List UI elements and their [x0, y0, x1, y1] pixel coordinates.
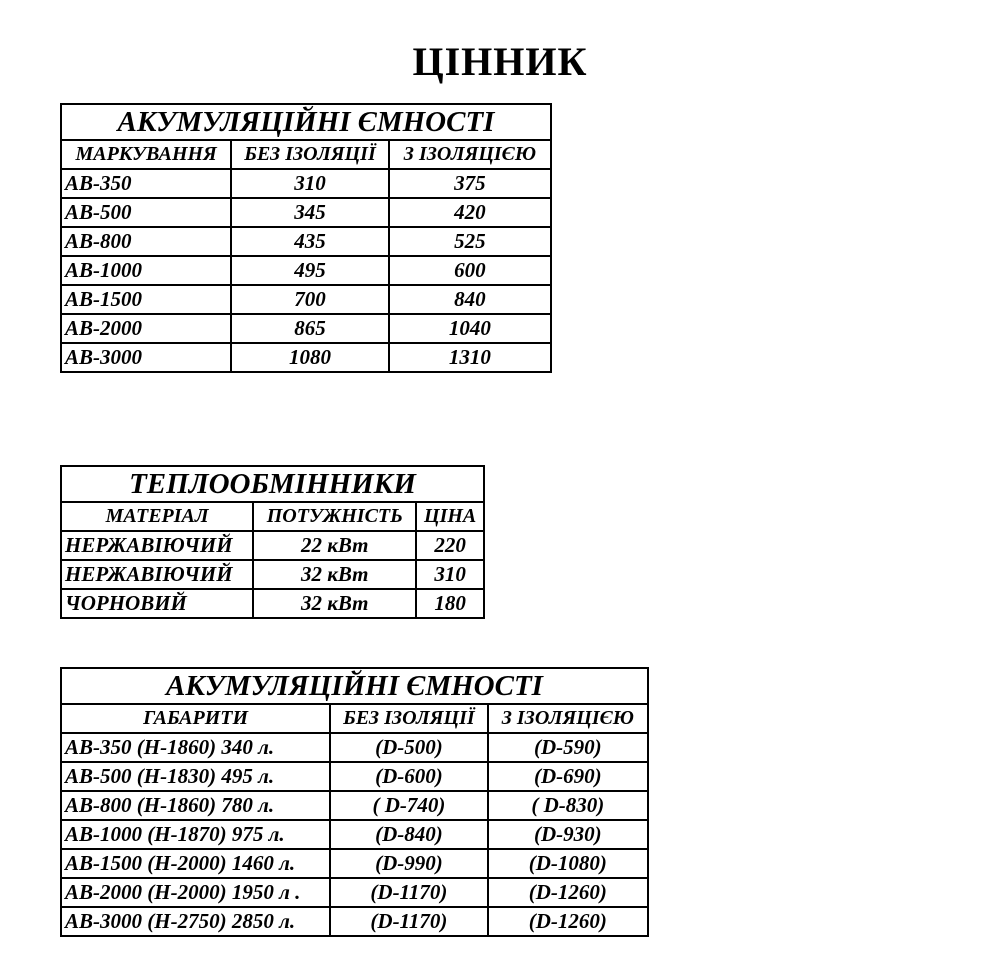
diameter-no-insulation: (D-500): [330, 733, 487, 762]
price-with-insulation: 525: [389, 227, 551, 256]
table-row: [61, 531, 484, 560]
price-with-insulation: 420: [389, 198, 551, 227]
table-row: [61, 849, 648, 878]
dimensions-table-caption: АКУМУЛЯЦІЙНІ ЄМНОСТІ: [61, 668, 648, 704]
price-with-insulation: 840: [389, 285, 551, 314]
price-with-insulation: 600: [389, 256, 551, 285]
power: 32 кВт: [253, 560, 416, 589]
table-row: [61, 343, 551, 372]
table-row: [61, 791, 648, 820]
diameter-no-insulation: ( D-740): [330, 791, 487, 820]
column-header: МАРКУВАННЯ: [61, 140, 231, 169]
power: 22 кВт: [253, 531, 416, 560]
diameter-with-insulation: (D-590): [488, 733, 648, 762]
price-no-insulation: 345: [231, 198, 388, 227]
price-with-insulation: 1040: [389, 314, 551, 343]
table-row: [61, 198, 551, 227]
material: НЕРЖАВІЮЧИЙ: [61, 531, 253, 560]
table-row: [61, 589, 484, 618]
table-row: [61, 314, 551, 343]
price-no-insulation: 310: [231, 169, 388, 198]
diameter-with-insulation: (D-1260): [488, 907, 648, 936]
tank-model: АВ-3000: [61, 343, 231, 372]
table-row: [61, 285, 551, 314]
table-row: [61, 907, 648, 936]
column-header: З ІЗОЛЯЦІЄЮ: [389, 140, 551, 169]
tank-dimensions: АВ-3000 (Н-2750) 2850 л.: [61, 907, 330, 936]
table-row: [61, 560, 484, 589]
diameter-no-insulation: (D-840): [330, 820, 487, 849]
tank-dimensions: АВ-1000 (Н-1870) 975 л.: [61, 820, 330, 849]
diameter-with-insulation: (D-930): [488, 820, 648, 849]
price: 310: [416, 560, 484, 589]
price-no-insulation: 495: [231, 256, 388, 285]
page-title: ЦІННИК: [412, 39, 588, 84]
material: ЧОРНОВИЙ: [61, 589, 253, 618]
tank-model: АВ-1500: [61, 285, 231, 314]
power: 32 кВт: [253, 589, 416, 618]
column-header: ГАБАРИТИ: [61, 704, 330, 733]
tanks-dimensions-table: [60, 667, 649, 937]
tank-dimensions: АВ-2000 (Н-2000) 1950 л .: [61, 878, 330, 907]
exchangers-table-caption: ТЕПЛООБМІННИКИ: [61, 466, 484, 502]
column-header: БЕЗ ІЗОЛЯЦІЇ: [330, 704, 487, 733]
table-row: [61, 878, 648, 907]
tank-dimensions: АВ-800 (Н-1860) 780 л.: [61, 791, 330, 820]
column-header: ПОТУЖНІСТЬ: [253, 502, 416, 531]
diameter-no-insulation: (D-1170): [330, 878, 487, 907]
tanks-price-table: [60, 103, 552, 373]
column-header: МАТЕРІАЛ: [61, 502, 253, 531]
column-header: ЦІНА: [416, 502, 484, 531]
diameter-with-insulation: (D-1080): [488, 849, 648, 878]
tank-model: АВ-800: [61, 227, 231, 256]
tank-model: АВ-2000: [61, 314, 231, 343]
price: 220: [416, 531, 484, 560]
price-no-insulation: 1080: [231, 343, 388, 372]
tank-model: АВ-500: [61, 198, 231, 227]
price-no-insulation: 865: [231, 314, 388, 343]
price-with-insulation: 1310: [389, 343, 551, 372]
diameter-no-insulation: (D-1170): [330, 907, 487, 936]
diameter-with-insulation: ( D-830): [488, 791, 648, 820]
column-header: БЕЗ ІЗОЛЯЦІЇ: [231, 140, 388, 169]
price: 180: [416, 589, 484, 618]
tank-model: АВ-350: [61, 169, 231, 198]
diameter-no-insulation: (D-600): [330, 762, 487, 791]
table-row: [61, 820, 648, 849]
price-no-insulation: 700: [231, 285, 388, 314]
table-row: [61, 169, 551, 198]
price-with-insulation: 375: [389, 169, 551, 198]
diameter-with-insulation: (D-690): [488, 762, 648, 791]
table-row: [61, 733, 648, 762]
tank-dimensions: АВ-500 (Н-1830) 495 л.: [61, 762, 330, 791]
table-row: [61, 256, 551, 285]
tanks-table-caption: АКУМУЛЯЦІЙНІ ЄМНОСТІ: [61, 104, 551, 140]
diameter-no-insulation: (D-990): [330, 849, 487, 878]
heat-exchangers-table: [60, 465, 485, 619]
table-row: [61, 762, 648, 791]
diameter-with-insulation: (D-1260): [488, 878, 648, 907]
tank-dimensions: АВ-1500 (Н-2000) 1460 л.: [61, 849, 330, 878]
price-no-insulation: 435: [231, 227, 388, 256]
material: НЕРЖАВІЮЧИЙ: [61, 560, 253, 589]
tank-model: АВ-1000: [61, 256, 231, 285]
tank-dimensions: АВ-350 (Н-1860) 340 л.: [61, 733, 330, 762]
column-header: З ІЗОЛЯЦІЄЮ: [488, 704, 648, 733]
table-row: [61, 227, 551, 256]
